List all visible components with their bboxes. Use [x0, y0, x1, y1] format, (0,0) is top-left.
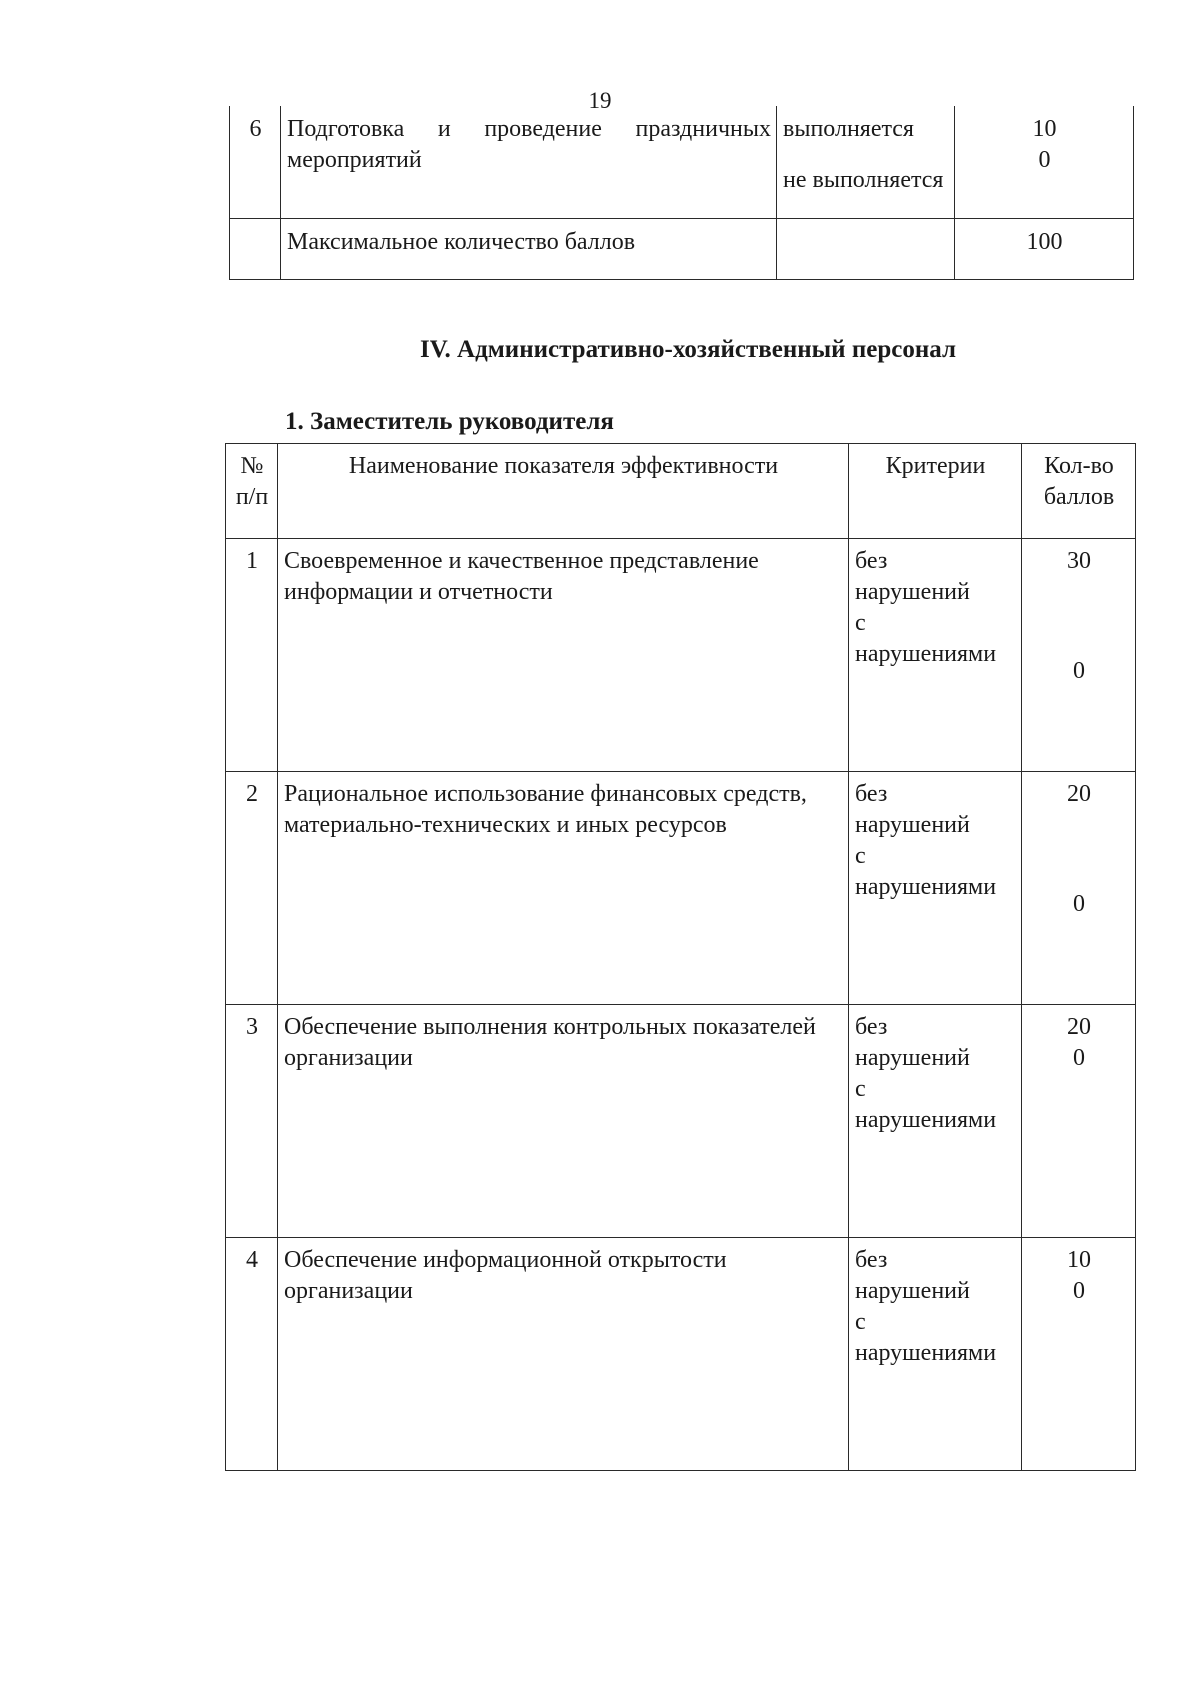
points-cell: 30 0 [1022, 539, 1136, 772]
points-cell: 20 0 [1022, 1005, 1136, 1238]
row-number: 6 [230, 106, 281, 218]
row-number: 1 [226, 539, 278, 772]
table-row [226, 539, 1136, 772]
row-number [230, 218, 281, 279]
criteria-cell [777, 218, 955, 279]
indicator-name: Своевременное и качественное представление информации и отчетности [278, 539, 849, 772]
points-cell: 20 0 [1022, 772, 1136, 1005]
points-cell [955, 106, 1134, 218]
indicator-name: Рациональное использование финансовых средств, материально-технических и иных ресурсов [278, 772, 849, 1005]
header-indicator-name: Наименование показателя эффективности [278, 444, 849, 539]
criteria-cell: без нарушений с нарушениями [849, 1005, 1022, 1238]
table-row [226, 1005, 1136, 1238]
page-number: 19 [588, 88, 612, 113]
criteria-option: не выполняется [783, 167, 944, 193]
table-header-row [226, 444, 1136, 539]
indicator-name: Обеспечение информационной открытости организации [278, 1238, 849, 1471]
total-points: 100 [955, 218, 1134, 279]
points-value: 10 [1032, 116, 1057, 142]
criteria-cell [777, 106, 955, 218]
table-row [226, 1238, 1136, 1471]
points-cell: 10 0 [1022, 1238, 1136, 1471]
table-row [226, 772, 1136, 1005]
row-number: 4 [226, 1238, 278, 1471]
row-number: 3 [226, 1005, 278, 1238]
efficiency-indicators-table [225, 443, 1136, 1471]
section-heading: IV. Административно-хозяйственный персонал [420, 336, 956, 363]
row-number: 2 [226, 772, 278, 1005]
criteria-table-continued [229, 106, 1134, 280]
criteria-cell: без нарушений с нарушениями [849, 1238, 1022, 1471]
table-row [230, 106, 1134, 218]
indicator-name: Обеспечение выполнения контрольных показателей организации [278, 1005, 849, 1238]
subsection-heading: 1. Заместитель руководителя [285, 408, 614, 435]
criteria-option: выполняется [783, 116, 914, 142]
header-points: Кол-во баллов [1022, 444, 1136, 539]
criteria-cell: без нарушений с нарушениями [849, 772, 1022, 1005]
table-row [230, 218, 1134, 279]
points-value: 0 [1038, 147, 1051, 173]
header-number: № п/п [226, 444, 278, 539]
criteria-cell: без нарушений с нарушениями [849, 539, 1022, 772]
indicator-name: Подготовка и проведение праздничных мероприятий [281, 106, 777, 218]
total-label: Максимальное количество баллов [281, 218, 777, 279]
header-criteria: Критерии [849, 444, 1022, 539]
